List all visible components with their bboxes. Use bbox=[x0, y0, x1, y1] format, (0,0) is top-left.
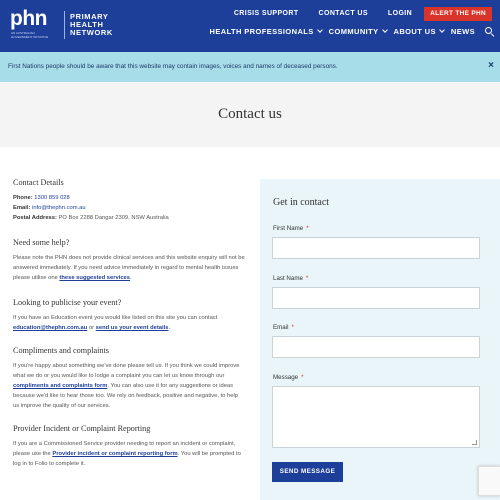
incident-heading: Provider Incident or Complaint Reporting bbox=[13, 424, 151, 433]
first-name-label-text: First Name bbox=[273, 225, 304, 232]
last-name-label bbox=[273, 275, 308, 282]
send-message-button[interactable]: SEND MESSAGE bbox=[272, 462, 343, 482]
help-text bbox=[13, 253, 245, 283]
contact-info-column bbox=[13, 177, 245, 469]
search-icon[interactable] bbox=[485, 27, 494, 36]
help-end: . bbox=[130, 275, 132, 281]
education-email-link[interactable]: education@thephn.com.au bbox=[13, 325, 88, 331]
nav-community[interactable] bbox=[329, 27, 387, 36]
crisis-support-link[interactable]: CRISIS SUPPORT bbox=[233, 10, 299, 17]
publicise-end: . bbox=[168, 325, 171, 331]
compliments-form-link[interactable]: compliments and complaints form bbox=[13, 383, 108, 389]
contact-us-link[interactable]: CONTACT US bbox=[318, 10, 368, 17]
postal-address: PO Box 2288 Dangar 2309, NSW Australia bbox=[58, 215, 169, 221]
first-nations-notice bbox=[0, 52, 500, 82]
notice-text: First Nations people should be aware that this website may contain images, voices and names of deceased persons. bbox=[8, 63, 338, 70]
incident-body: If you are a Commissioned Service provider needing to report an incident or complaint, please use the bbox=[13, 441, 236, 457]
incident-form-link[interactable]: Provider incident or complaint reporting form bbox=[52, 451, 178, 457]
required-mark: * bbox=[291, 324, 294, 331]
required-mark: * bbox=[301, 374, 304, 381]
phone-line bbox=[13, 193, 245, 203]
incident-text bbox=[13, 439, 245, 469]
publicise-body: If you have an Education event you would like listed on this site you can contact bbox=[13, 315, 218, 321]
nav-label: NEWS bbox=[450, 27, 475, 36]
email-label: Email: bbox=[13, 205, 31, 211]
phone-label: Phone: bbox=[13, 195, 33, 201]
logo-wordmark: phn bbox=[10, 7, 47, 30]
required-mark: * bbox=[305, 275, 309, 282]
chevron-down-icon bbox=[439, 27, 445, 33]
postal-line bbox=[13, 213, 245, 223]
message-textarea[interactable] bbox=[272, 386, 480, 448]
help-body: Please note the PHN does not provide clinical services and this website enquiry will not be answered immediately. If you need advice immediately in regard to mental health issues please utilise one bbox=[13, 255, 245, 281]
main-nav bbox=[210, 27, 494, 36]
message-label bbox=[273, 374, 304, 381]
suggested-services-link[interactable]: these suggested services bbox=[59, 275, 130, 281]
publicise-text bbox=[13, 313, 245, 333]
compliments-heading: Compliments and complaints bbox=[13, 346, 109, 355]
first-name-label bbox=[273, 225, 309, 232]
recaptcha-badge[interactable] bbox=[478, 466, 500, 496]
logo-network-name: PRIMARY HEALTH NETWORK bbox=[70, 12, 113, 38]
publicise-heading: Looking to publicise your event? bbox=[13, 298, 122, 307]
contact-details-heading: Contact Details bbox=[13, 178, 64, 187]
page-title: Contact us bbox=[218, 106, 282, 122]
nav-news[interactable] bbox=[451, 27, 475, 36]
site-header bbox=[0, 0, 500, 52]
utility-nav bbox=[234, 7, 492, 21]
email-line bbox=[13, 203, 245, 213]
email-label bbox=[273, 324, 294, 331]
resize-handle-icon[interactable] bbox=[472, 440, 477, 445]
last-name-label-text: Last Name bbox=[273, 275, 303, 282]
email-link[interactable]: info@thephn.com.au bbox=[32, 205, 86, 211]
required-mark: * bbox=[306, 225, 309, 232]
phn-logo[interactable] bbox=[10, 7, 113, 39]
chevron-down-icon bbox=[382, 27, 388, 33]
message-label-text: Message bbox=[273, 374, 299, 381]
postal-label: Postal Address: bbox=[13, 215, 57, 221]
nav-health-professionals[interactable] bbox=[210, 27, 322, 36]
first-name-input[interactable] bbox=[272, 237, 480, 259]
help-heading: Need some help? bbox=[13, 238, 70, 247]
compliments-text bbox=[13, 361, 245, 411]
contact-form bbox=[260, 179, 500, 500]
nav-label: ABOUT US bbox=[393, 27, 436, 36]
email-label-text: Email bbox=[273, 324, 289, 331]
logo-tagline: AN AUSTRALIAN GOVERNMENT INITIATIVE bbox=[11, 31, 49, 39]
email-input[interactable] bbox=[272, 336, 480, 358]
nav-label: HEALTH PROFESSIONALS bbox=[209, 27, 314, 36]
login-link[interactable]: LOGIN bbox=[387, 10, 413, 17]
alert-the-phn-button[interactable]: ALERT THE PHN bbox=[424, 7, 492, 21]
phone-link[interactable]: 1300 859 028 bbox=[34, 195, 70, 201]
compliments-body: If you're happy about something we've done please tell us. If you think we could improve what we do or you would like to lodge a complaint you can let us know through our bbox=[13, 363, 240, 379]
event-details-link[interactable]: send us your event details bbox=[95, 325, 169, 331]
close-icon[interactable]: × bbox=[488, 60, 494, 71]
form-title: Get in contact bbox=[273, 197, 330, 208]
publicise-or: or bbox=[88, 325, 95, 331]
title-band bbox=[0, 82, 500, 147]
nav-label: COMMUNITY bbox=[328, 27, 379, 36]
compliments-body-end: . You can also use it for any suggestions or ideas because we'd like to hear those too. We rely on feedback, positive and negative, to help us improve the quality of our services. bbox=[13, 383, 238, 409]
incident-body-end: . You will be prompted to log in to Folio to complete it. bbox=[13, 451, 241, 467]
chevron-down-icon bbox=[317, 27, 323, 33]
last-name-input[interactable] bbox=[272, 287, 480, 309]
nav-about-us[interactable] bbox=[394, 27, 444, 36]
logo-divider bbox=[64, 11, 65, 39]
